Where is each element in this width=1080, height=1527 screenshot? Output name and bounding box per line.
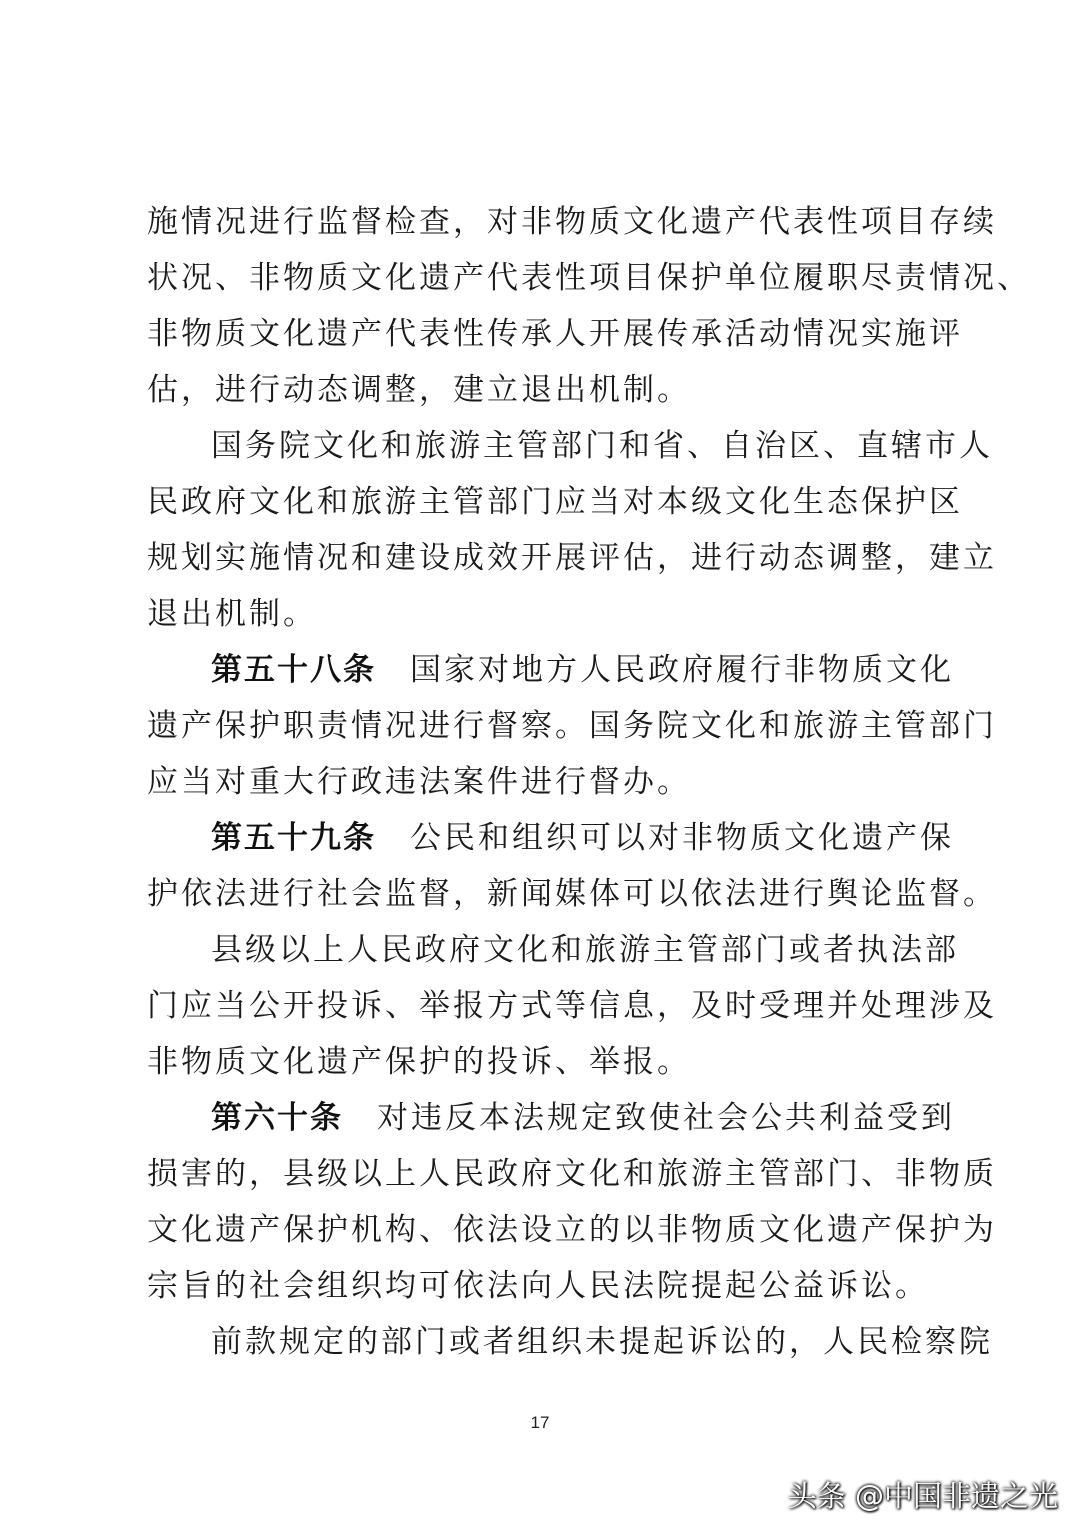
article-58-heading: 第五十八条 — [211, 652, 376, 688]
text-line: 护依法进行社会监督，新闻媒体可以依法进行舆论监督。 — [147, 876, 997, 912]
article-58-first-line — [211, 642, 954, 698]
paragraph-first-line: 国务院文化和旅游主管部门和省、自治区、直辖市人 — [211, 428, 993, 464]
text-line: 文化遗产保护机构、依法设立的以非物质文化遗产保护为 — [147, 1212, 997, 1248]
text-line: 估，进行动态调整，建立退出机制。 — [147, 372, 691, 408]
article-59-first-line — [211, 810, 954, 866]
text-line: 门应当公开投诉、举报方式等信息，及时受理并处理涉及 — [147, 988, 997, 1024]
article-60-text: 对违反本法规定致使社会公共利益受到 — [377, 1100, 955, 1136]
article-58-text: 国家对地方人民政府履行非物质文化 — [410, 652, 954, 688]
text-line: 遗产保护职责情况进行督察。国务院文化和旅游主管部门 — [147, 708, 997, 744]
article-59-heading: 第五十九条 — [211, 820, 376, 856]
text-line: 状况、非物质文化遗产代表性项目保护单位履职尽责情况、 — [147, 260, 1031, 296]
text-line: 规划实施情况和建设成效开展评估，进行动态调整，建立 — [147, 540, 997, 576]
page-number: 17 — [530, 1413, 550, 1432]
watermark: 头条 @中国非遗之光 — [787, 1479, 1058, 1513]
text-line: 非物质文化遗产保护的投诉、举报。 — [147, 1044, 691, 1080]
text-line: 非物质文化遗产代表性传承人开展传承活动情况实施评 — [147, 316, 963, 352]
article-59-text: 公民和组织可以对非物质文化遗产保 — [410, 820, 954, 856]
text-line: 退出机制。 — [147, 596, 317, 632]
article-60-first-line — [211, 1090, 955, 1146]
paragraph-first-line: 县级以上人民政府文化和旅游主管部门或者执法部 — [211, 932, 959, 968]
text-line: 损害的，县级以上人民政府文化和旅游主管部门、非物质 — [147, 1156, 997, 1192]
article-60-heading: 第六十条 — [211, 1100, 343, 1136]
text-line: 施情况进行监督检查，对非物质文化遗产代表性项目存续 — [147, 204, 997, 240]
paragraph-first-line: 前款规定的部门或者组织未提起诉讼的，人民检察院 — [211, 1324, 993, 1360]
text-line: 民政府文化和旅游主管部门应当对本级文化生态保护区 — [147, 484, 963, 520]
text-line: 应当对重大行政违法案件进行督办。 — [147, 764, 691, 800]
text-line: 宗旨的社会组织均可依法向人民法院提起公益诉讼。 — [147, 1268, 929, 1304]
